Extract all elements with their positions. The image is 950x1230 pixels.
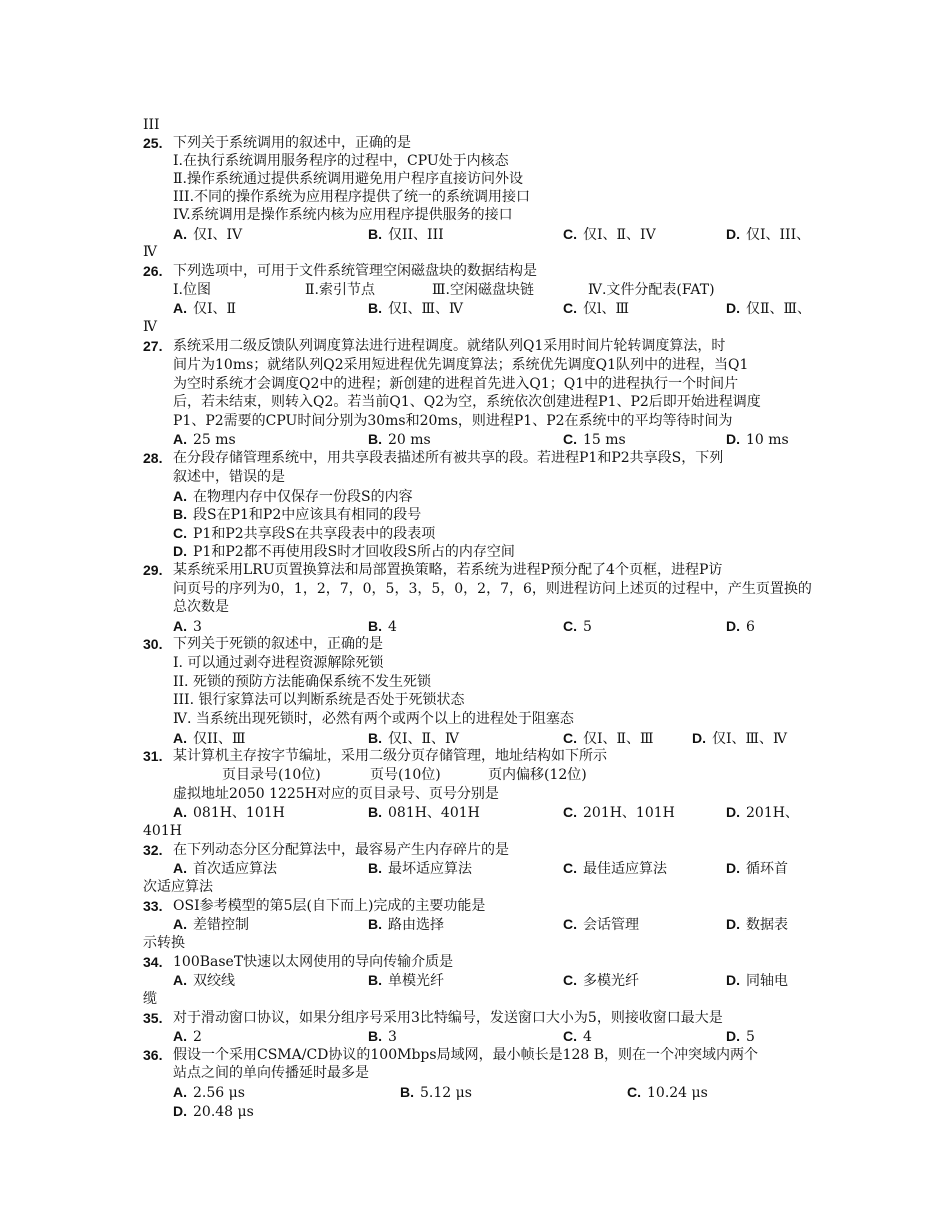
q26-item-4: Ⅳ.文件分配表(FAT) — [588, 282, 715, 298]
q34-wrap: 缆 — [143, 991, 157, 1007]
q26-item-1: I.位图 — [173, 282, 211, 298]
q29-line-1: 某系统采用LRU页置换算法和局部置换策略，若系统为进程P预分配了4个页框，进程P访 — [173, 562, 723, 578]
q36-option-a: A. 2.56 μs — [173, 1084, 245, 1101]
q28-option-b: B. 段S在P1和P2中应该具有相同的段号 — [173, 506, 422, 523]
q29-number: 29. — [143, 562, 163, 578]
q27-line-1: 系统采用二级反馈队列调度算法进行进程调度。就绪队列Q1采用时间片轮转调度算法，时 — [173, 338, 726, 354]
q29-line-2: 问页号的序列为0，1，2，7，0，5，3，5，0，2，7，6，则进程访问上述页的过程中，产生页置换的 — [173, 581, 812, 597]
q28-line-1: 在分段存储管理系统中，用共享段表描述所有被共享的段。若进程P1和P2共享段S，下列 — [173, 450, 724, 466]
q26-option-d: D. 仅Ⅱ、Ⅲ、 — [726, 300, 812, 317]
q28-number: 28. — [143, 450, 163, 466]
q31-option-a: A. 081H、101H — [173, 804, 285, 821]
q26-option-c: C. 仅l、Ⅲ — [563, 300, 629, 317]
q28-option-c: C. P1和P2共享段S在共享段表中的段表项 — [173, 525, 436, 542]
q26-stem: 下列选项中，可用于文件系统管理空闲磁盘块的数据结构是 — [173, 263, 537, 279]
q25-number: 25. — [143, 135, 163, 151]
q25-option-c: C. 仅I、Ⅱ、IV — [563, 226, 656, 243]
q33-option-c: C. 会话管理 — [563, 916, 639, 933]
q26-option-a: A. 仅Ⅰ、Ⅱ — [173, 300, 237, 317]
q33-number: 33. — [143, 898, 163, 914]
q29-line-3: 总次数是 — [173, 599, 229, 615]
q27-option-d: D. 10 ms — [726, 431, 789, 448]
q31-wrap: 401H — [143, 823, 182, 839]
q32-option-a: A. 首次适应算法 — [173, 860, 277, 877]
q35-stem: 对于滑动窗口协议，如果分组序号采用3比特编号，发送窗口大小为5，则接收窗口最大是 — [173, 1010, 723, 1026]
q31-option-d: D. 201H、 — [726, 804, 799, 821]
q34-option-b: B. 单模光纤 — [368, 972, 444, 989]
q27-line-2: 间片为10ms；就绪队列Q2采用短进程优先调度算法；系统优先调度Q1队列中的进程，当Q1 — [173, 357, 749, 373]
q28-option-d: D. P1和P2都不再使用段S时才回收段S所占的内存空间 — [173, 543, 515, 560]
q36-line-2: 站点之间的单向传播延时最多是 — [173, 1065, 369, 1081]
q31-stem: 某计算机主存按字节编址，采用二级分页存储管理，地址结构如下所示 — [173, 748, 607, 764]
q25-item-3: III.不同的操作系统为应用程序提供了统一的系统调用接口 — [173, 189, 531, 205]
q32-option-d: D. 循环首 — [726, 860, 788, 877]
q25-item-2: Ⅱ.操作系统通过提供系统调用避免用户程序直接访问外设 — [173, 171, 523, 187]
q25-option-a: A. 仅I、IV — [173, 226, 243, 243]
q31-line-2: 虚拟地址2050 1225H对应的页目录号、页号分别是 — [173, 786, 499, 802]
q31-field-offset: 页内偏移(12位) — [488, 767, 587, 783]
q35-option-c: C. 4 — [563, 1028, 592, 1045]
q27-option-a: A. 25 ms — [173, 431, 236, 448]
q27-line-4: 后，若未结束，则转入Q2。若当前Q1、Q2为空，系统依次创建进程P1、P2后即开始进程调度 — [173, 394, 761, 410]
q31-field-directory: 页目录号(10位) — [222, 767, 321, 783]
q33-option-a: A. 差错控制 — [173, 916, 249, 933]
q30-item-1: I. 可以通过剥夺进程资源解除死锁 — [173, 655, 384, 671]
q33-option-d: D. 数据表 — [726, 916, 788, 933]
q36-line-1: 假设一个采用CSMA/CD协议的100Mbps局域网，最小帧长是128 B，则在一个冲突域内两个 — [173, 1047, 759, 1063]
q31-number: 31. — [143, 748, 163, 764]
q36-option-b: B. 5.12 μs — [400, 1084, 472, 1101]
q29-option-c: C. 5 — [563, 618, 592, 635]
q35-option-d: D. 5 — [726, 1028, 755, 1045]
q26-option-b: B. 仅Ⅰ、Ⅲ、Ⅳ — [368, 300, 464, 317]
q31-option-b: B. 081H、401H — [368, 804, 480, 821]
q30-item-4: Ⅳ. 当系统出现死锁时，必然有两个或两个以上的进程处于阻塞态 — [173, 711, 574, 727]
q34-stem: 100BaseT快速以太网使用的导向传输介质是 — [173, 954, 454, 970]
q30-option-c: C. 仅Ⅰ、Ⅱ、Ⅲ — [563, 730, 654, 747]
q25-item-1: I.在执行系统调用服务程序的过程中，CPU处于内核态 — [173, 153, 509, 169]
q31-option-c: C. 201H、101H — [563, 804, 675, 821]
q25-stem: 下列关于系统调用的叙述中，正确的是 — [173, 135, 411, 151]
q29-option-a: A. 3 — [173, 618, 202, 635]
q27-option-b: B. 20 ms — [368, 431, 431, 448]
q33-stem: OSI参考模型的第5层(自下而上)完成的主要功能是 — [173, 898, 486, 914]
q27-line-5: P1、P2需要的CPU时间分别为30ms和20ms，则进程P1、P2在系统中的平均等待时间为 — [173, 413, 733, 429]
q26-item-2: Ⅱ.索引节点 — [305, 282, 375, 298]
q31-field-page: 页号(10位) — [370, 767, 441, 783]
q25-option-d: D. 仅I、III、 — [726, 226, 811, 243]
q27-line-3: 为空时系统才会调度Q2中的进程；新创建的进程首先进入Q1；Q1中的进程执行一个时间片 — [173, 376, 739, 392]
q29-option-d: D. 6 — [726, 618, 755, 635]
q34-option-c: C. 多模光纤 — [563, 972, 639, 989]
q35-option-a: A. 2 — [173, 1028, 202, 1045]
q27-number: 27. — [143, 338, 163, 354]
q36-option-c: C. 10.24 μs — [627, 1084, 708, 1101]
q34-option-d: D. 同轴电 — [726, 972, 788, 989]
q33-option-b: B. 路由选择 — [368, 916, 444, 933]
q30-number: 30. — [143, 636, 163, 652]
q26-number: 26. — [143, 263, 163, 279]
q30-option-a: A. 仅II、Ⅲ — [173, 730, 246, 747]
q30-option-b: B. 仅Ⅰ、Ⅱ、Ⅳ — [368, 730, 460, 747]
q30-item-2: II. 死锁的预防方法能确保系统不发生死锁 — [173, 674, 431, 690]
q28-option-a: A. 在物理内存中仅保存一份段S的内容 — [173, 488, 413, 505]
q29-option-b: B. 4 — [368, 618, 397, 635]
q25-wrap: Ⅳ — [143, 244, 157, 260]
q26-wrap: Ⅳ — [143, 319, 157, 335]
q32-option-c: C. 最佳适应算法 — [563, 860, 667, 877]
q26-item-3: Ⅲ.空闲磁盘块链 — [432, 282, 534, 298]
q32-stem: 在下列动态分区分配算法中，最容易产生内存碎片的是 — [173, 842, 509, 858]
carry-over-text: III — [143, 117, 160, 133]
q28-line-2: 叙述中，错误的是 — [173, 469, 285, 485]
q30-stem: 下列关于死锁的叙述中，正确的是 — [173, 636, 383, 652]
q30-option-d: D. 仅Ⅰ、Ⅲ、Ⅳ — [692, 730, 788, 747]
q27-option-c: C. 15 ms — [563, 431, 626, 448]
q34-number: 34. — [143, 954, 163, 970]
q32-wrap: 次适应算法 — [143, 879, 213, 895]
q33-wrap: 示转换 — [143, 935, 185, 951]
q25-option-b: B. 仅II、III — [368, 226, 444, 243]
q36-option-d: D. 20.48 μs — [173, 1103, 254, 1120]
q34-option-a: A. 双绞线 — [173, 972, 235, 989]
q25-item-4: IV.系统调用是操作系统内核为应用程序提供服务的接口 — [173, 207, 513, 223]
q36-number: 36. — [143, 1047, 163, 1063]
q32-number: 32. — [143, 842, 163, 858]
q35-number: 35. — [143, 1010, 163, 1026]
q32-option-b: B. 最坏适应算法 — [368, 860, 472, 877]
q35-option-b: B. 3 — [368, 1028, 397, 1045]
q30-item-3: III. 银行家算法可以判断系统是否处于死锁状态 — [173, 692, 465, 708]
